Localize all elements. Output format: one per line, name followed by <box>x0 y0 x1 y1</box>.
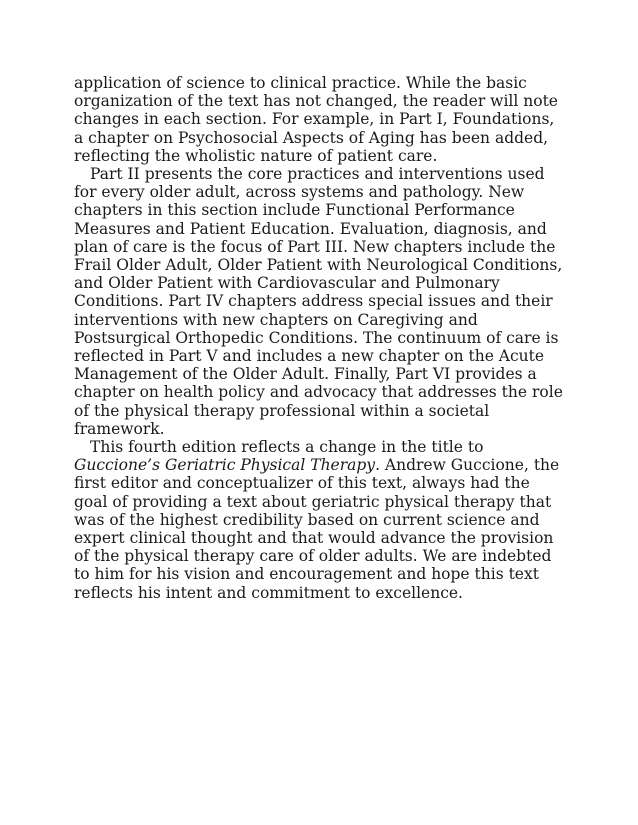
document-page <box>74 74 566 602</box>
paragraph-continuation: application of science to clinical practice. While the basic organization of the text has not changed, the reader will note changes in each section. For example, in Part I, Foundations, a chapter on Psychosocial Aspects of Aging has been added, reflecting the wholistic nature of patient care. <box>74 74 558 165</box>
paragraph-part-overview: Part II presents the core practices and interventions used for every older adult, across systems and pathology. New chapters in this section include Functional Performance Measures and Patient Education. Evaluation, diagnosis, and plan of care is the focus of Part III. New chapters include the Frail Older Adult, Older Patient with Neurological Conditions, and Older Patient with Cardiovascular and Pulmonary Conditions. Part IV chapters address special issues and their interventions with new chapters on Caregiving and Postsurgical Orthopedic Conditions. The continuum of care is reflected in Part V and includes a new chapter on the Acute Management of the Older Adult. Finally, Part VI provides a chapter on health policy and advocacy that addresses the role of the physical therapy professional within a societal framework. <box>74 165 563 438</box>
paragraph-text-before-title: This fourth edition reflects a change in the title to <box>90 438 484 457</box>
paragraph-text-after-title: . Andrew Guccione, the first editor and conceptualizer of this text, always had the goal of providing a text about geriatric physical therapy that was of the highest credibility based on current science and expert clinical thought and that would advance the provision of the physical therapy care of older adults. We are indebted to him for his vision and encouragement and hope this text reflects his intent and commitment to excellence. <box>74 456 560 602</box>
book-title-italic: Guccione’s Geriatric Physical Therapy <box>74 456 376 475</box>
paragraph-fourth-edition <box>74 438 566 602</box>
